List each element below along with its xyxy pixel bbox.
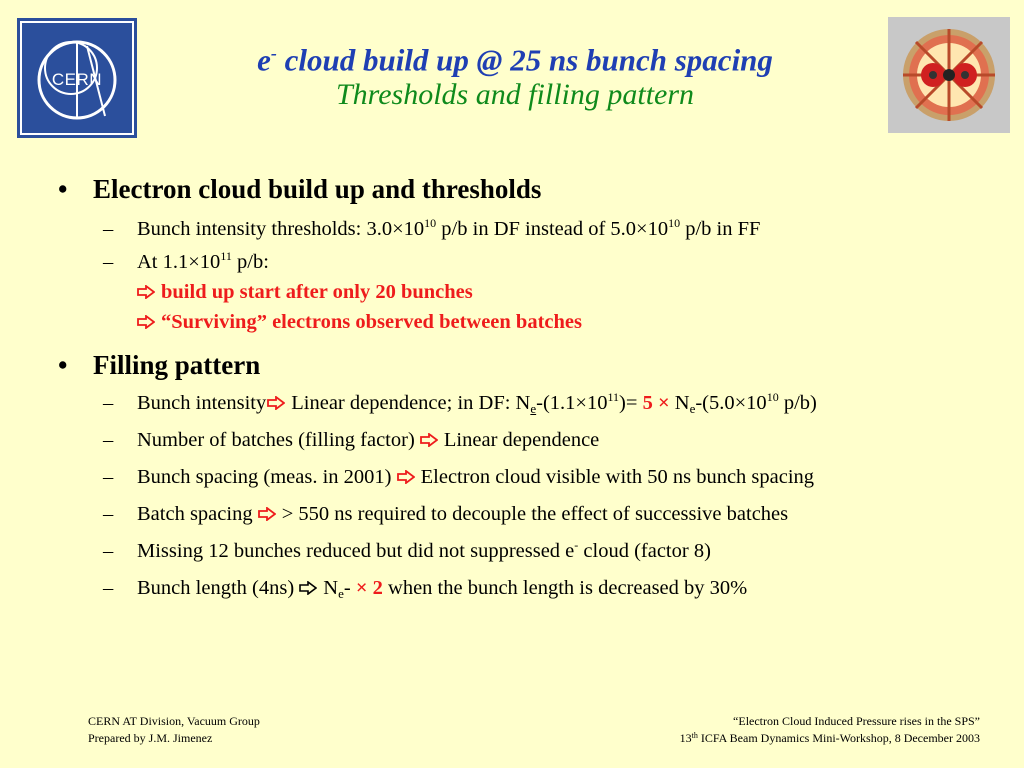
footer-right-line1: “Electron Cloud Induced Pressure rises in the SPS” [733,714,980,728]
page-title: e- cloud build up @ 25 ns bunch spacing [257,42,773,78]
arrow-right-icon [420,433,438,447]
page-subtitle: Thresholds and filling pattern [335,78,695,112]
sub-bullet-batches: – Number of batches (filling factor) Linear dependence [103,429,600,451]
arrow-right-icon [267,396,285,410]
arrow-right-icon [137,285,155,299]
sub-bullet-intensity-effects: – At $1.1\times 10^{11}$ p/b: build up start after only 20 bunches “Surviving” electrons observed between batches [103,249,582,333]
footer-right-line2: 13th ICFA Beam Dynamics Mini-Workshop, 8 December 2003 [679,731,980,745]
cern-logo-text: CERN [51,70,103,89]
sub-bullet-missing-bunches: – Missing 12 bunches reduced but did not suppressed e- cloud (factor 8) [103,538,711,562]
sub-bullet-bunch-length: – Bunch length (4ns) $N_e- \times 2$ when the bunch length is decreased by 30% [103,577,748,601]
sub-bullet-bunch-intensity: – Bunch intensity Linear dependence; in DF: $N_e-(1.1\times 10^{11})= 5 \times N_e-(5.0\times 10^{10}$ p/b) [103,390,817,416]
footer-left-line1: CERN AT Division, Vacuum Group [88,714,260,728]
arrow-right-icon [397,470,415,484]
detector-logo [888,17,1010,133]
footer-left [88,713,260,747]
footer-left-line2: Prepared by J.M. Jimenez [88,731,213,745]
bullet-heading-thresholds: • Electron cloud build up and thresholds [58,174,542,204]
arrow-right-icon [299,581,317,595]
arrow-right-icon [137,315,155,329]
footer-right [680,713,980,747]
sub-bullet-thresholds: – Bunch intensity thresholds: $3.0\times 10^{10}$ p/b in DF instead of $5.0\times 10^{10}$ p/b in FF [103,216,761,240]
cern-logo [17,18,137,138]
sub-bullet-bunch-spacing: – Bunch spacing (meas. in 2001) Electron cloud visible with 50 ns bunch spacing [103,466,815,488]
sub-bullet-batch-spacing: – Batch spacing > 550 ns required to decouple the effect of successive batches [103,503,789,525]
arrow-right-icon [258,507,276,521]
bullet-heading-filling-pattern: • Filling pattern [58,350,261,380]
title-block [145,34,885,111]
slide-content [58,172,1008,602]
